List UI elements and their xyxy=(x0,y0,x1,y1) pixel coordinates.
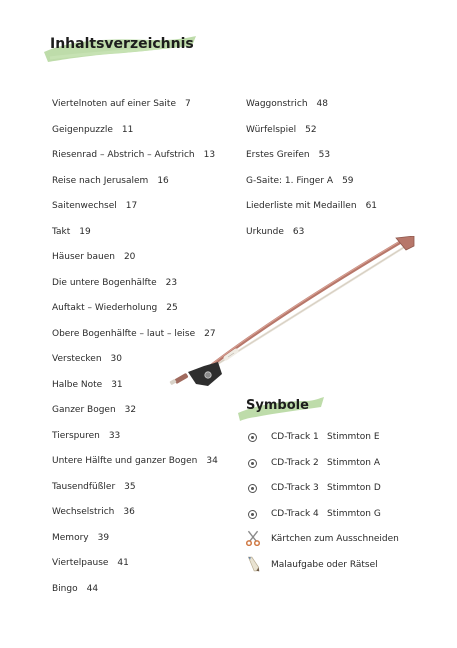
toc-entry: Takt 19 xyxy=(52,226,91,237)
page-title: Inhaltsverzeichnis xyxy=(50,36,194,52)
toc-entry: Verstecken 30 xyxy=(52,354,122,364)
toc-entry: Waggonstrich 48 xyxy=(246,99,328,109)
toc-entry: Geigenpuzzle 11 xyxy=(52,124,134,135)
toc-entry: Viertelpause 41 xyxy=(52,558,129,568)
cd-icon xyxy=(248,484,257,493)
toc-entry: Halbe Note 31 xyxy=(52,379,123,390)
violin-bow-illustration xyxy=(168,236,428,392)
toc-entry: Erstes Greifen 53 xyxy=(246,150,331,160)
toc-entry: Ganzer Bogen 32 xyxy=(52,405,137,415)
toc-entry: Urkunde 63 xyxy=(246,226,305,237)
pencil-icon xyxy=(245,556,261,572)
toc-entry: Tierspuren 33 xyxy=(52,430,121,441)
toc-entry: Memory 39 xyxy=(52,532,110,543)
cd-icon xyxy=(248,459,257,468)
cd-icon xyxy=(248,433,257,442)
toc-entry: Auftakt – Wiederholung 25 xyxy=(52,303,178,313)
scissors-icon xyxy=(245,530,261,546)
toc-entry: G-Saite: 1. Finger A 59 xyxy=(246,175,354,186)
toc-entry: Die untere Bogenhälfte 23 xyxy=(52,277,178,288)
toc-entry: Tausendfüßler 35 xyxy=(52,481,136,492)
symbols-legend: CD-Track 1 Stimmton E CD-Track 2 Stimmton A CD-Track 3 Stimmton D CD-Track 4 Stimmton G Kärtchen zum Ausschneiden Malaufgabe oder Rätsel xyxy=(245,431,445,581)
toc-entry: Saitenwechsel 17 xyxy=(52,201,138,211)
toc-entry: Liederliste mit Medaillen 61 xyxy=(246,201,378,211)
toc-entry: Obere Bogenhälfte – laut – leise 27 xyxy=(52,328,216,339)
toc-entry: Untere Hälfte und ganzer Bogen 34 xyxy=(52,456,218,466)
toc-entry: Würfelspiel 52 xyxy=(246,124,317,135)
toc-entry: Riesenrad – Abstrich – Aufstrich 13 xyxy=(52,150,216,160)
toc-entry: Reise nach Jerusalem 16 xyxy=(52,175,169,186)
toc-entry: Bingo 44 xyxy=(52,583,99,594)
toc-entry: Wechselstrich 36 xyxy=(52,507,135,517)
toc-entry: Viertelnoten auf einer Saite 7 xyxy=(52,99,191,109)
cd-icon xyxy=(248,510,257,519)
toc-entry: Häuser bauen 20 xyxy=(52,252,136,262)
symbols-title: Symbole xyxy=(246,398,309,413)
